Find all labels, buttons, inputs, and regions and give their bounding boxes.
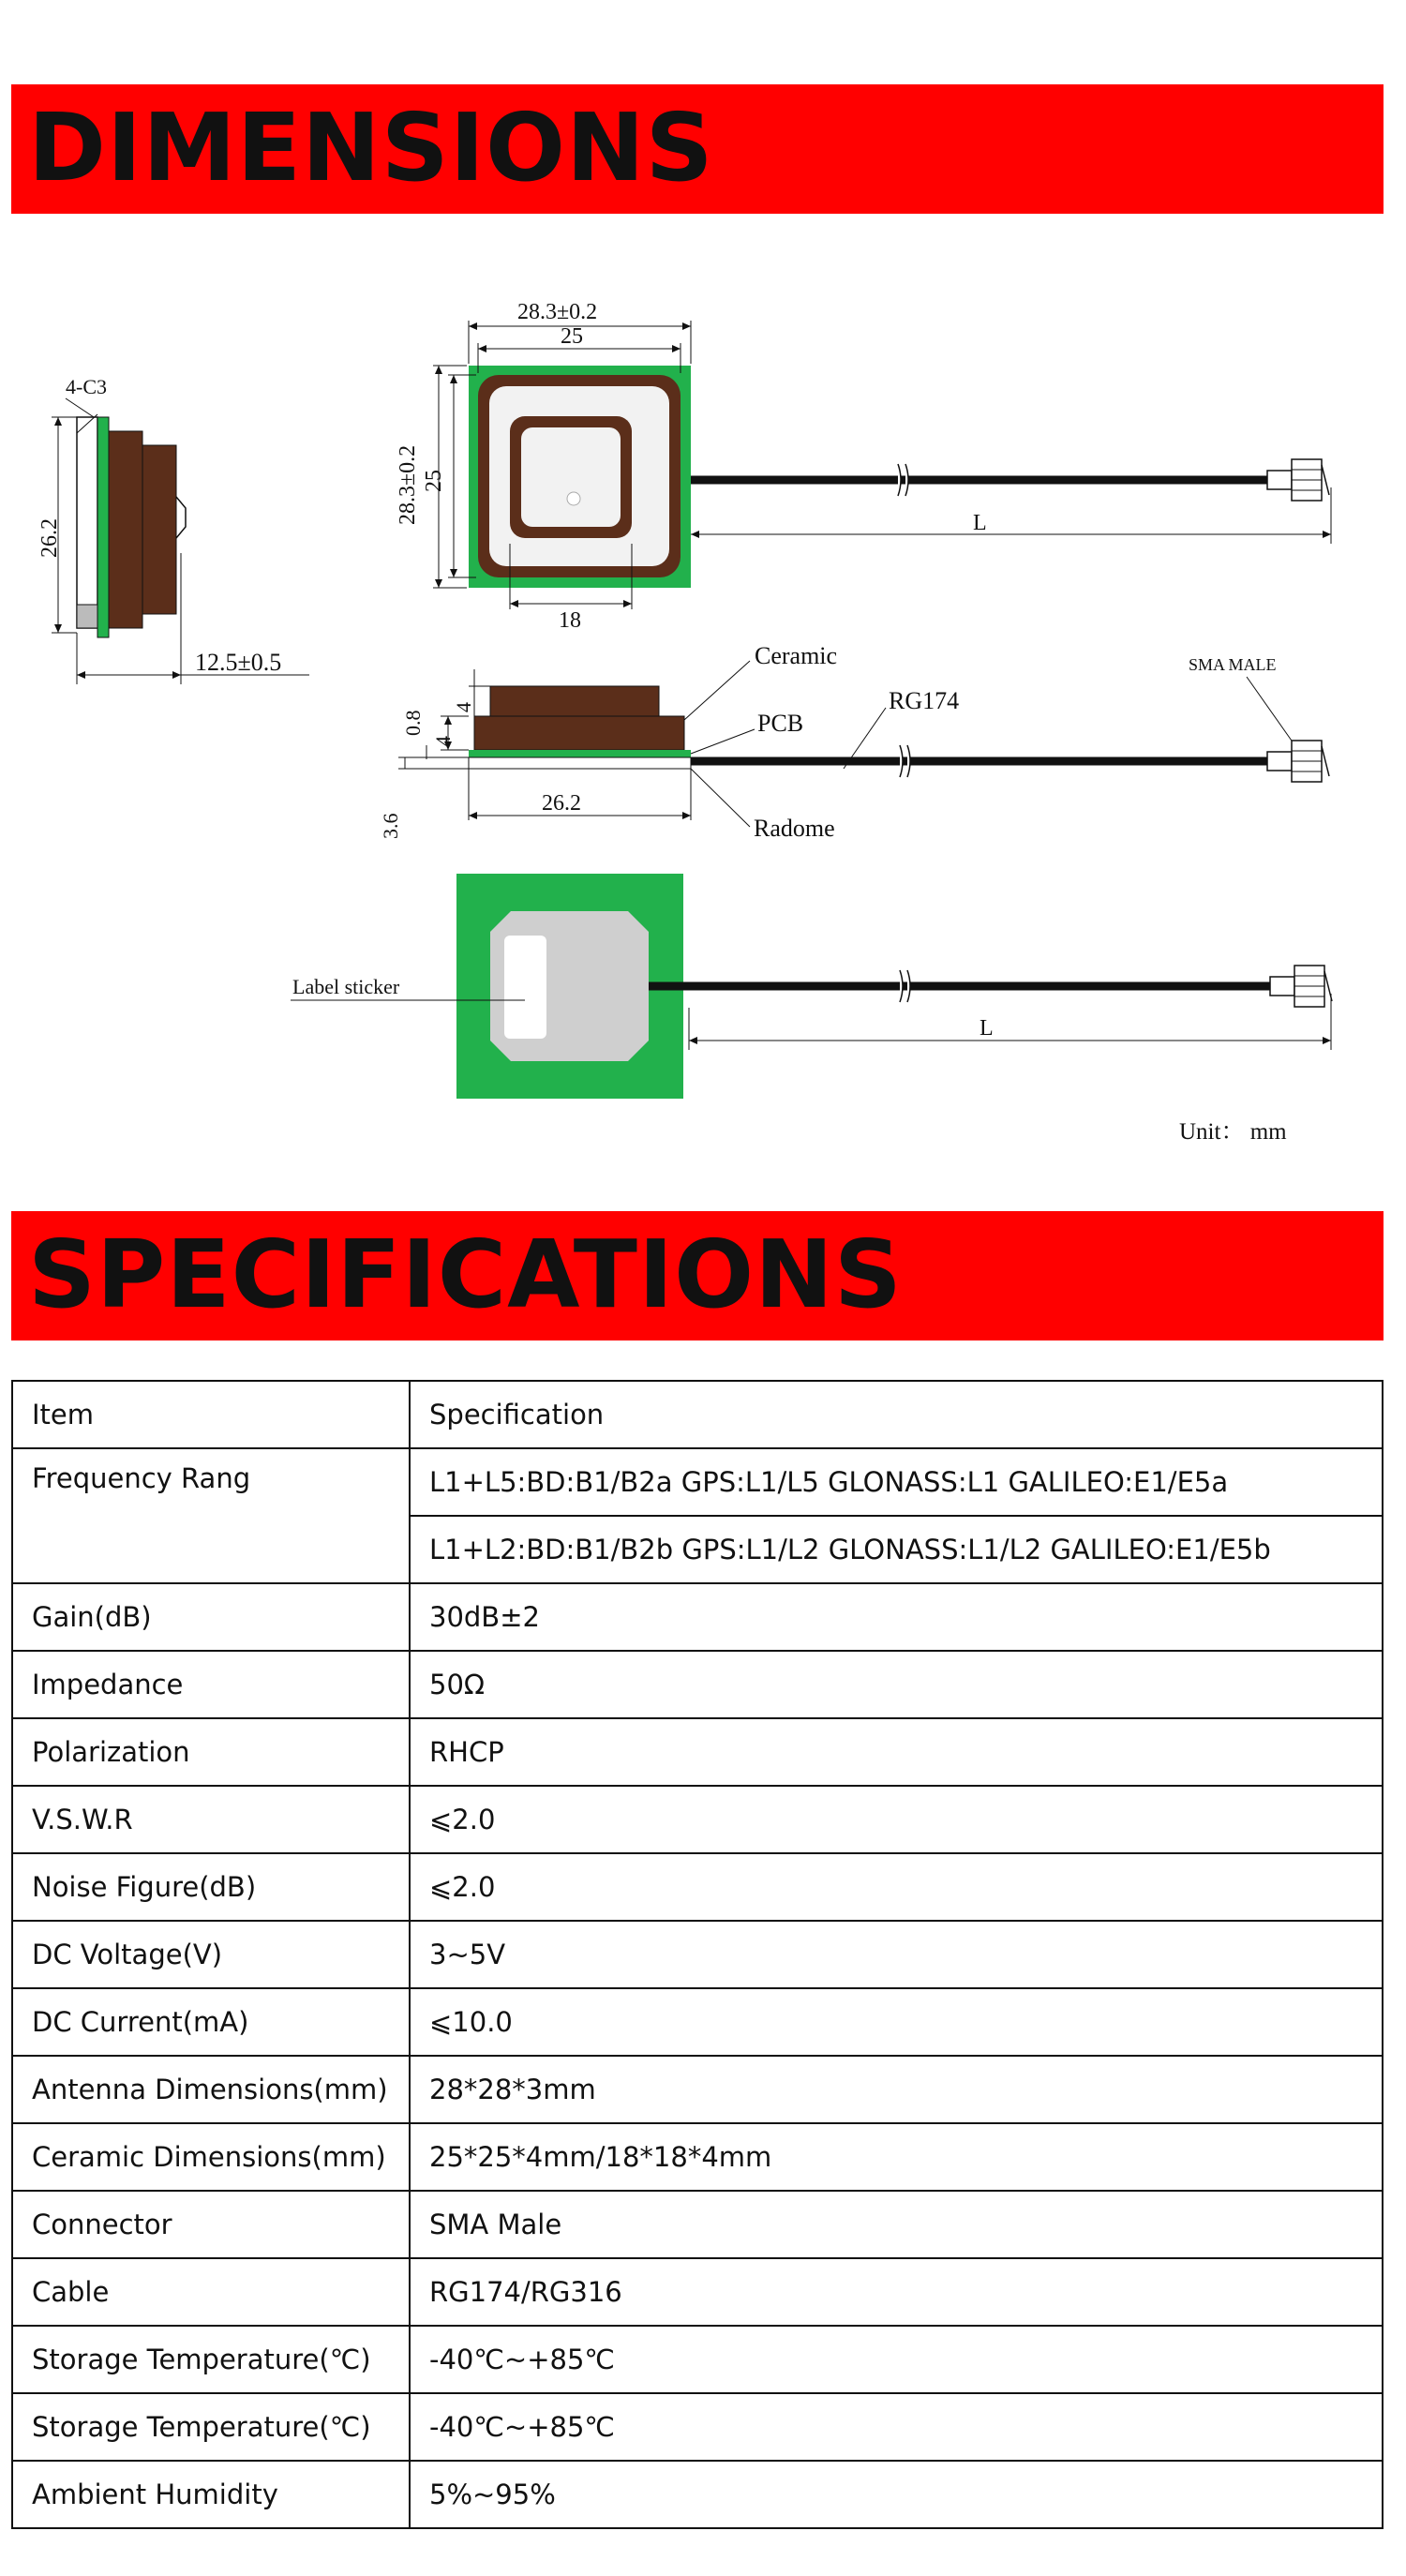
table-row: [12, 2056, 1383, 2123]
table-row: [12, 2123, 1383, 2191]
side-chamfer-label: 4-C3: [66, 375, 107, 398]
top-inner-width: 25: [561, 324, 583, 349]
row-spec: -40℃~+85℃: [410, 2326, 1383, 2393]
row-spec: 5%~95%: [410, 2461, 1383, 2528]
side-ceramic-large: [109, 431, 142, 628]
table-row: [12, 1583, 1383, 1651]
table-row: [12, 1921, 1383, 1988]
bottom-cable-length: L: [980, 1016, 994, 1041]
profile-connector-body: [1267, 752, 1292, 771]
profile-pcb: [469, 750, 691, 757]
profile-ceramic-small: [490, 686, 659, 716]
spec-table: [11, 1380, 1384, 2529]
frequency-item: Frequency Rang: [12, 1448, 410, 1583]
table-row: [12, 2393, 1383, 2461]
table-header-row: [12, 1381, 1383, 1448]
header-spec: Specification: [410, 1381, 1383, 1448]
top-cable-length: L: [973, 511, 987, 535]
top-feed-point: [567, 492, 580, 505]
cable-callout: RG174: [889, 687, 960, 714]
table-row: [12, 2191, 1383, 2258]
row-item: Storage Temperature(℃): [12, 2393, 410, 2461]
profile-dim-4a: 4: [452, 702, 475, 712]
profile-dim-3-6: 3.6: [379, 813, 402, 839]
side-connector-stub: [176, 497, 186, 538]
profile-ceramic-large: [474, 716, 684, 750]
side-height-label: 26.2: [37, 518, 62, 558]
row-spec: -40℃~+85℃: [410, 2393, 1383, 2461]
table-row: [12, 2326, 1383, 2393]
row-spec: ⩽2.0: [410, 1853, 1383, 1921]
bottom-sticker-window: [504, 936, 546, 1039]
radome-callout: Radome: [754, 815, 835, 842]
row-item: V.S.W.R: [12, 1786, 410, 1853]
profile-radome: [469, 757, 691, 769]
top-ceramic-small-inner: [521, 427, 621, 527]
row-item: Ambient Humidity: [12, 2461, 410, 2528]
frequency-spec-2: L1+L2:BD:B1/B2b GPS:L1/L2 GLONASS:L1/L2 GALILEO:E1/E5b: [410, 1516, 1383, 1583]
table-row: [12, 1448, 1383, 1516]
dimensions-title: DIMENSIONS: [28, 93, 714, 202]
top-small-ceramic: 18: [559, 608, 581, 633]
side-radome: [77, 417, 97, 628]
row-item: Polarization: [12, 1718, 410, 1786]
label-sticker-callout: Label sticker: [292, 975, 400, 998]
row-spec: ⩽10.0: [410, 1988, 1383, 2056]
profile-width: 26.2: [542, 791, 581, 816]
row-item: Noise Figure(dB): [12, 1853, 410, 1921]
row-spec: 3~5V: [410, 1921, 1383, 1988]
table-row: [12, 1786, 1383, 1853]
specifications-banner: [11, 1211, 1384, 1340]
row-spec: SMA Male: [410, 2191, 1383, 2258]
profile-dim-0-8: 0.8: [401, 710, 425, 736]
frequency-spec-1: L1+L5:BD:B1/B2a GPS:L1/L5 GLONASS:L1 GALILEO:E1/E5a: [410, 1448, 1383, 1516]
side-depth-label: 12.5±0.5: [195, 649, 282, 676]
row-spec: RG174/RG316: [410, 2258, 1383, 2326]
row-spec: RHCP: [410, 1718, 1383, 1786]
row-item: DC Voltage(V): [12, 1921, 410, 1988]
dimensions-banner: [11, 84, 1384, 214]
table-row: [12, 2461, 1383, 2528]
side-pcb: [97, 417, 109, 637]
side-radome-bottom: [77, 605, 97, 628]
table-row: [12, 2258, 1383, 2326]
top-inner-height: 25: [422, 470, 446, 492]
specifications-title: SPECIFICATIONS: [28, 1220, 903, 1329]
row-spec: 50Ω: [410, 1651, 1383, 1718]
unit-label: Unit： mm: [1179, 1119, 1287, 1145]
row-item: Storage Temperature(℃): [12, 2326, 410, 2393]
top-outer-width: 28.3±0.2: [517, 300, 598, 324]
ceramic-callout: Ceramic: [755, 642, 838, 669]
row-item: Gain(dB): [12, 1583, 410, 1651]
table-row: [12, 1651, 1383, 1718]
row-item: DC Current(mA): [12, 1988, 410, 2056]
row-spec: 28*28*3mm: [410, 2056, 1383, 2123]
table-row: [12, 1718, 1383, 1786]
row-item: Connector: [12, 2191, 410, 2258]
side-view: [37, 375, 309, 684]
row-item: Cable: [12, 2258, 410, 2326]
top-connector-body: [1267, 471, 1292, 489]
bottom-connector-body: [1270, 977, 1294, 996]
row-item: Ceramic Dimensions(mm): [12, 2123, 410, 2191]
table-row: [12, 1988, 1383, 2056]
table-row: [12, 1853, 1383, 1921]
row-spec: 25*25*4mm/18*18*4mm: [410, 2123, 1383, 2191]
bottom-view: [291, 874, 1332, 1099]
row-item: Impedance: [12, 1651, 410, 1718]
dimension-drawing: [0, 272, 1406, 1172]
profile-view: [379, 642, 1329, 842]
header-item: Item: [12, 1381, 410, 1448]
side-ceramic-small: [142, 445, 176, 614]
row-spec: ⩽2.0: [410, 1786, 1383, 1853]
profile-dim-4b: 4: [431, 736, 455, 746]
connector-callout: SMA MALE: [1189, 655, 1277, 674]
row-item: Antenna Dimensions(mm): [12, 2056, 410, 2123]
row-spec: 30dB±2: [410, 1583, 1383, 1651]
top-outer-height: 28.3±0.2: [396, 444, 420, 525]
top-view: [396, 300, 1331, 633]
pcb-callout: PCB: [757, 710, 804, 737]
